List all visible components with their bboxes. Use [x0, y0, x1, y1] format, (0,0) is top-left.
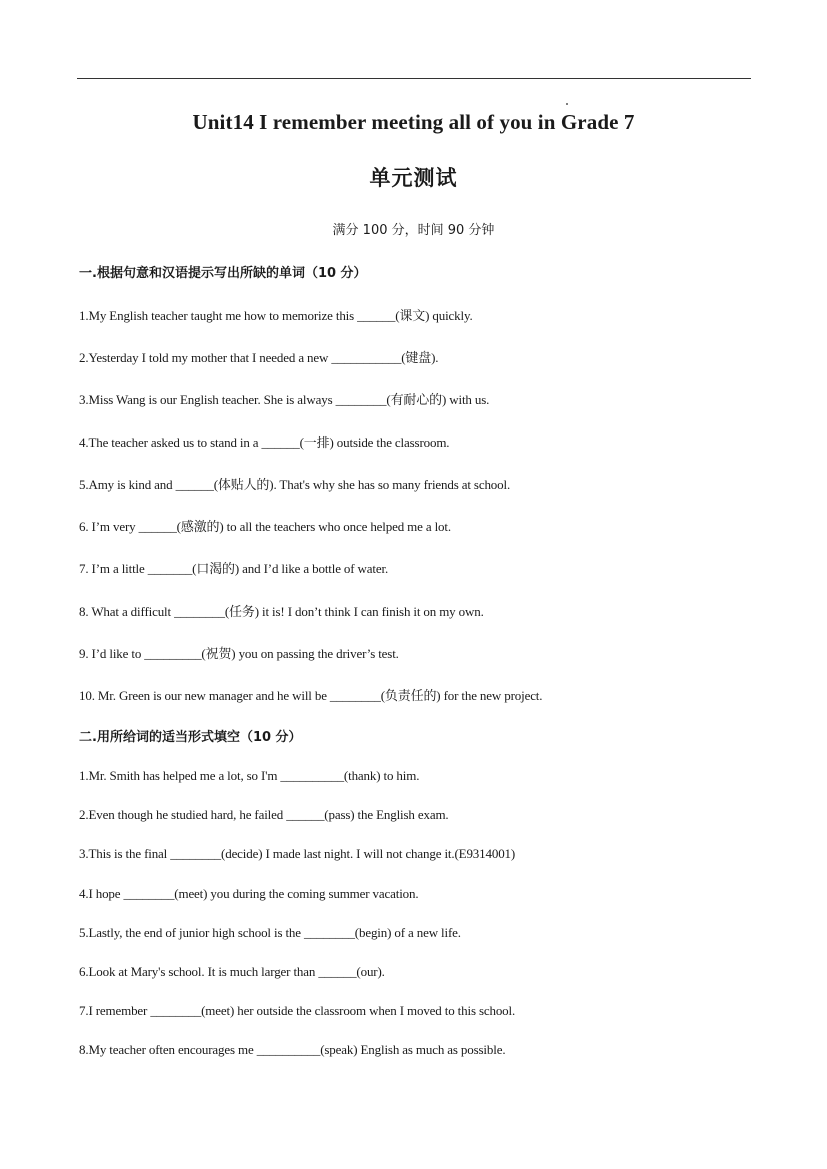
section-heading-word-forms: 二.用所给词的适当形式填空（10 分）: [79, 730, 302, 745]
question-item: 8.My teacher often encourages me __________(speak) English as much as possible.: [79, 1042, 506, 1057]
score-info: 满分 100 分，时间 90 分钟: [332, 223, 495, 238]
document-subtitle: 单元测试: [369, 166, 458, 190]
question-item: 3.This is the final ________(decide) I made last night. I will not change it.(E9314001): [79, 846, 516, 861]
document-title: Unit14 I remember meeting all of you in Grade 7: [192, 110, 635, 134]
question-item: 8. What a difficult ________(任务) it is! I don’t think I can finish it on my own.: [79, 604, 484, 619]
question-item: 1.My English teacher taught me how to memorize this ______(课文) quickly.: [79, 308, 473, 323]
section-heading-vocabulary: 一.根据句意和汉语提示写出所缺的单词（10 分）: [79, 266, 367, 281]
question-item: 2.Even though he studied hard, he failed ______(pass) the English exam.: [79, 807, 449, 822]
question-item: 9. I’d like to _________(祝贺) you on passing the driver’s test.: [79, 646, 399, 661]
decorative-dot: [566, 103, 568, 105]
question-item: 5.Amy is kind and ______(体贴人的). That's why she has so many friends at school.: [79, 477, 511, 492]
question-item: 2.Yesterday I told my mother that I needed a new ___________(键盘).: [79, 350, 439, 365]
question-item: 10. Mr. Green is our new manager and he will be ________(负责任的) for the new project.: [79, 688, 543, 703]
question-item: 6. I’m very ______(感激的) to all the teachers who once helped me a lot.: [79, 519, 451, 534]
question-item: 4.The teacher asked us to stand in a ______(一排) outside the classroom.: [79, 435, 450, 450]
question-item: 4.I hope ________(meet) you during the coming summer vacation.: [79, 886, 419, 901]
question-item: 5.Lastly, the end of junior high school is the ________(begin) of a new life.: [79, 925, 461, 940]
question-item: 6.Look at Mary's school. It is much larger than ______(our).: [79, 964, 385, 979]
header-rule: [77, 78, 751, 79]
question-item: 3.Miss Wang is our English teacher. She is always ________(有耐心的) with us.: [79, 392, 490, 407]
question-item: 7.I remember ________(meet) her outside the classroom when I moved to this school.: [79, 1003, 516, 1018]
question-item: 1.Mr. Smith has helped me a lot, so I'm __________(thank) to him.: [79, 768, 420, 783]
question-item: 7. I’m a little _______(口渴的) and I’d like a bottle of water.: [79, 561, 389, 576]
